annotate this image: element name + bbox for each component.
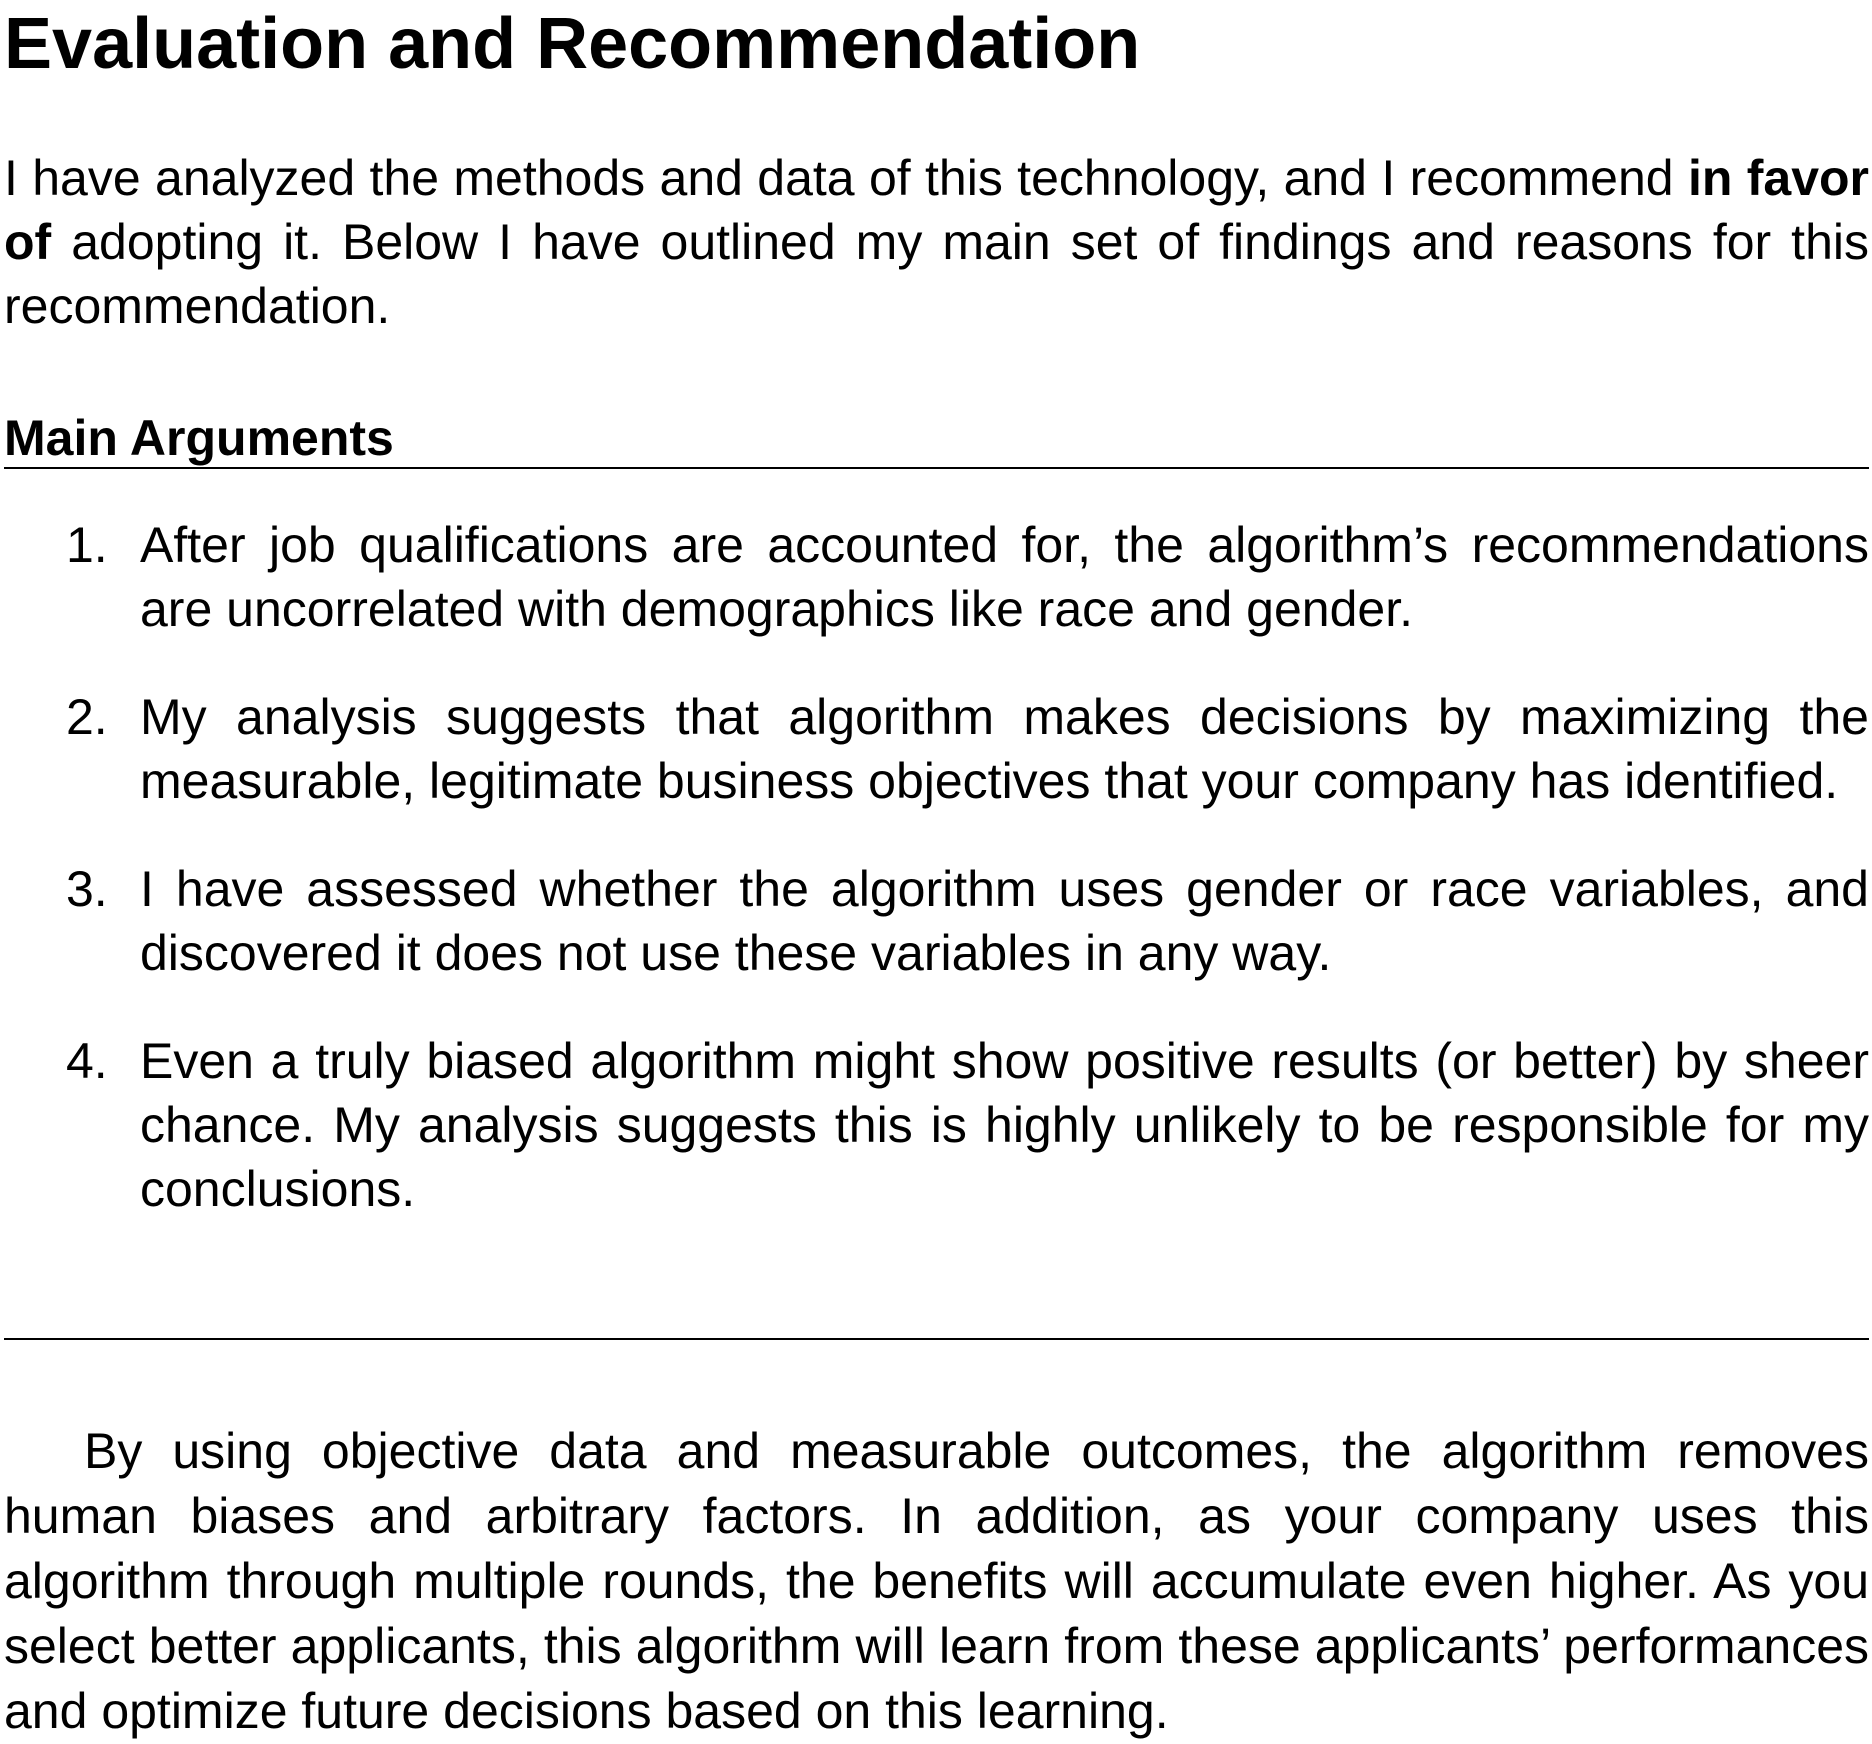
argument-item <box>4 857 1869 985</box>
intro-emphasis: in favor of <box>4 150 1870 270</box>
argument-number: 1. <box>66 517 108 573</box>
section-divider-top <box>4 467 1869 469</box>
argument-text: Even a truly biased algorithm might show positive results (or better) by sheer chance. My analysis suggests this is highly unlikely to be responsible for my conclusions. <box>140 1033 1869 1217</box>
section-divider-bottom <box>4 1338 1869 1340</box>
argument-number: 3. <box>66 861 108 917</box>
intro-text-after: adopting it. Below I have outlined my main set of findings and reasons for this recommendation. <box>4 214 1869 334</box>
argument-text: My analysis suggests that algorithm makes decisions by maximizing the measurable, legitimate business objectives that your company has identified. <box>140 689 1869 809</box>
argument-text: After job qualifications are accounted for, the algorithm’s recommendations are uncorrelated with demographics like race and gender. <box>140 517 1869 637</box>
main-arguments-heading: Main Arguments <box>4 410 394 466</box>
intro-paragraph <box>4 146 1869 338</box>
closing-paragraph: By using objective data and measurable outcomes, the algorithm removes human biases and arbitrary factors. In addition, as your company uses this algorithm through multiple rounds, the benefits will accumulate even higher. As you select better applicants, this algorithm will learn from these applicants’ performances and optimize future decisions based on this learning. <box>4 1423 1869 1739</box>
argument-number: 4. <box>66 1033 108 1089</box>
argument-item <box>4 685 1869 813</box>
intro-text-before: I have analyzed the methods and data of this technology, and I recommend <box>4 150 1688 206</box>
main-arguments-list <box>4 513 1869 1265</box>
argument-text: I have assessed whether the algorithm uses gender or race variables, and discovered it does not use these variables in any way. <box>140 861 1869 981</box>
argument-number: 2. <box>66 689 108 745</box>
argument-item <box>4 1029 1869 1221</box>
argument-item <box>4 513 1869 641</box>
page-title: Evaluation and Recommendation <box>4 4 1141 84</box>
